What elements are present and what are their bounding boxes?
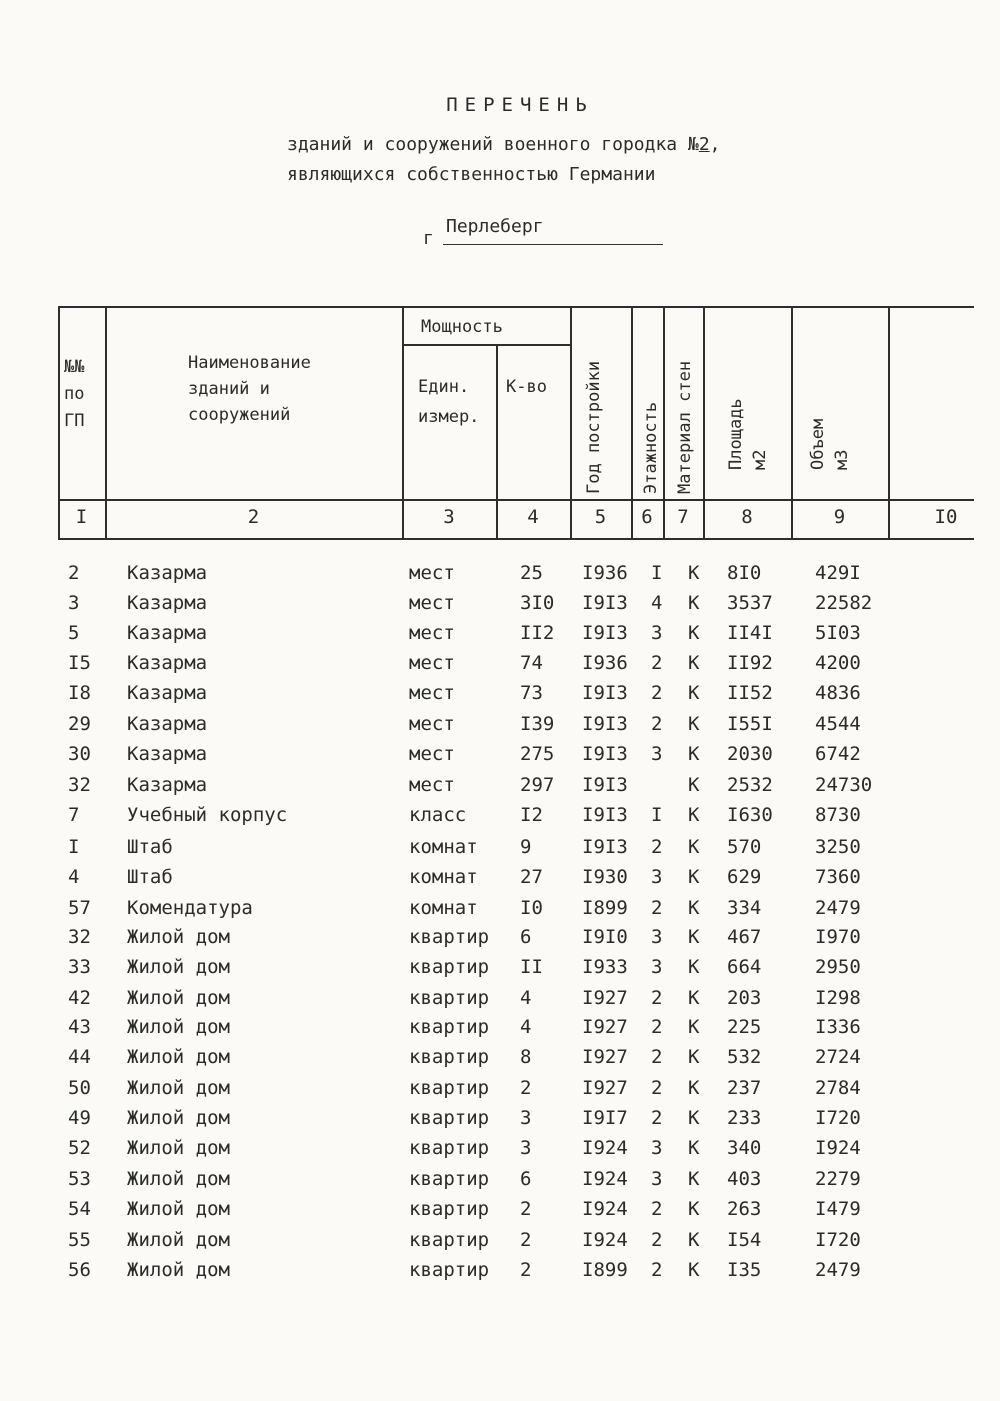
- cell-quantity: 25: [520, 562, 543, 584]
- cell-quantity: I39: [520, 713, 555, 735]
- table-top-border: [58, 306, 974, 308]
- cell-building-name: Учебный корпус: [127, 804, 288, 826]
- cell-building-name: Казарма: [127, 682, 208, 704]
- cell-floors: 2: [651, 897, 663, 919]
- column-number-bottom-border: [58, 538, 974, 540]
- table-row: [0, 836, 1000, 866]
- cell-building-name: Жилой дом: [127, 926, 230, 948]
- cell-quantity: 2: [520, 1229, 532, 1251]
- cell-gp-number: I: [68, 836, 80, 858]
- cell-year: I927: [582, 1016, 628, 1038]
- cell-unit: комнат: [409, 897, 478, 919]
- cell-gp-number: I8: [68, 682, 91, 704]
- cell-building-name: Казарма: [127, 743, 208, 765]
- cell-wall-material: К: [688, 562, 700, 584]
- cell-wall-material: К: [688, 866, 700, 888]
- cell-year: I899: [582, 1259, 628, 1281]
- column-header-name: Наименование зданий и сооружений: [188, 353, 311, 425]
- cell-volume: 6742: [815, 743, 861, 765]
- cell-wall-material: К: [688, 1016, 700, 1038]
- cell-area: II92: [727, 652, 773, 674]
- column-divider-8: [791, 306, 793, 540]
- table-row: [0, 1259, 1000, 1289]
- cell-building-name: Жилой дом: [127, 1107, 230, 1129]
- cell-volume: 429I: [815, 562, 861, 584]
- cell-volume: 2724: [815, 1046, 861, 1068]
- cell-year: I9I3: [582, 682, 628, 704]
- cell-area: II4I: [727, 622, 773, 644]
- column-number-3: 3: [443, 506, 455, 528]
- cell-floors: 2: [651, 1229, 663, 1251]
- cell-area: I54: [727, 1229, 762, 1251]
- cell-quantity: 4: [520, 1016, 532, 1038]
- cell-area: 629: [727, 866, 762, 888]
- subtitle-line-1-prefix: зданий и сооружений военного городка №: [287, 134, 699, 155]
- cell-year: I9I3: [582, 622, 628, 644]
- cell-quantity: 3I0: [520, 592, 555, 614]
- cell-wall-material: К: [688, 1229, 700, 1251]
- cell-quantity: 3: [520, 1137, 532, 1159]
- cell-unit: комнат: [409, 866, 478, 888]
- cell-volume: I720: [815, 1229, 861, 1251]
- subtitle-line-2: являющихся собственностью Германии: [287, 164, 656, 185]
- column-header-capacity: Мощность: [421, 317, 503, 337]
- cell-floors: 2: [651, 682, 663, 704]
- cell-year: I924: [582, 1137, 628, 1159]
- cell-volume: 8730: [815, 804, 861, 826]
- cell-gp-number: 32: [68, 926, 91, 948]
- cell-year: I9I3: [582, 836, 628, 858]
- cell-quantity: II: [520, 956, 543, 978]
- cell-quantity: 6: [520, 926, 532, 948]
- cell-area: II52: [727, 682, 773, 704]
- cell-year: I936: [582, 562, 628, 584]
- cell-unit: мест: [409, 592, 455, 614]
- cell-area: I35: [727, 1259, 762, 1281]
- cell-unit: мест: [409, 713, 455, 735]
- cell-area: 467: [727, 926, 762, 948]
- cell-building-name: Жилой дом: [127, 1046, 230, 1068]
- cell-unit: класс: [409, 804, 467, 826]
- cell-gp-number: 29: [68, 713, 91, 735]
- cell-wall-material: К: [688, 652, 700, 674]
- cell-unit: мест: [409, 562, 455, 584]
- cell-building-name: Казарма: [127, 562, 208, 584]
- cell-floors: 3: [651, 743, 663, 765]
- cell-volume: I479: [815, 1198, 861, 1220]
- column-divider-6: [663, 306, 665, 540]
- cell-year: I933: [582, 956, 628, 978]
- cell-wall-material: К: [688, 1137, 700, 1159]
- cell-building-name: Казарма: [127, 652, 208, 674]
- cell-floors: 2: [651, 1016, 663, 1038]
- cell-wall-material: К: [688, 1168, 700, 1190]
- table-row: [0, 713, 1000, 743]
- cell-building-name: Казарма: [127, 713, 208, 735]
- cell-area: 233: [727, 1107, 762, 1129]
- cell-unit: мест: [409, 682, 455, 704]
- table-row: [0, 774, 1000, 804]
- cell-gp-number: 33: [68, 956, 91, 978]
- cell-unit: квартир: [409, 1077, 490, 1099]
- cell-gp-number: 55: [68, 1229, 91, 1251]
- cell-unit: квартир: [409, 1259, 490, 1281]
- capacity-header-divider: [403, 344, 570, 346]
- cell-floors: 4: [651, 592, 663, 614]
- cell-area: 340: [727, 1137, 762, 1159]
- column-number-10: I0: [934, 506, 958, 528]
- cell-quantity: 2: [520, 1259, 532, 1281]
- cell-quantity: 4: [520, 987, 532, 1009]
- column-header-unit: Един. измер.: [418, 377, 480, 427]
- cell-floors: 2: [651, 1046, 663, 1068]
- column-header-volume: Объем м3: [808, 418, 852, 470]
- cell-quantity: 9: [520, 836, 532, 858]
- cell-gp-number: 57: [68, 897, 91, 919]
- cell-quantity: 27: [520, 866, 543, 888]
- cell-quantity: 74: [520, 652, 543, 674]
- column-number-9: 9: [833, 506, 846, 528]
- cell-building-name: Жилой дом: [127, 1077, 230, 1099]
- cell-area: 2532: [727, 774, 773, 796]
- cell-year: I936: [582, 652, 628, 674]
- subtitle-line-1-suffix: ,: [709, 134, 721, 155]
- cell-area: 532: [727, 1046, 762, 1068]
- column-number-2: 2: [247, 506, 260, 528]
- cell-wall-material: К: [688, 1198, 700, 1220]
- cell-wall-material: К: [688, 622, 700, 644]
- document-title: ПЕРЕЧЕНЬ: [446, 94, 594, 116]
- column-divider-9: [888, 306, 890, 540]
- cell-year: I927: [582, 1046, 628, 1068]
- cell-volume: 4200: [815, 652, 861, 674]
- cell-floors: 3: [651, 1137, 663, 1159]
- cell-quantity: 297: [520, 774, 555, 796]
- column-header-floors: Этажность: [641, 401, 661, 494]
- cell-year: I924: [582, 1229, 628, 1251]
- cell-volume: 7360: [815, 866, 861, 888]
- column-header-gp-number: №№ по ГП: [64, 357, 85, 431]
- cell-area: 225: [727, 1016, 762, 1038]
- table-row: [0, 1016, 1000, 1046]
- cell-wall-material: К: [688, 956, 700, 978]
- cell-year: I9I3: [582, 804, 628, 826]
- cell-area: I630: [727, 804, 773, 826]
- cell-building-name: Жилой дом: [127, 1259, 230, 1281]
- cell-floors: 3: [651, 1168, 663, 1190]
- cell-volume: I924: [815, 1137, 861, 1159]
- table-row: [0, 743, 1000, 773]
- cell-area: 8I0: [727, 562, 762, 584]
- cell-building-name: Жилой дом: [127, 1229, 230, 1251]
- cell-year: I9I3: [582, 743, 628, 765]
- table-row: [0, 926, 1000, 956]
- cell-building-name: Жилой дом: [127, 1137, 230, 1159]
- cell-floors: 2: [651, 1198, 663, 1220]
- cell-unit: квартир: [409, 987, 490, 1009]
- subtitle-line-1: [287, 134, 721, 155]
- cell-unit: квартир: [409, 926, 490, 948]
- column-divider-4: [570, 306, 572, 540]
- cell-year: I927: [582, 1077, 628, 1099]
- column-number-5: 5: [594, 506, 607, 528]
- column-divider-7: [703, 306, 705, 540]
- cell-volume: 2479: [815, 1259, 861, 1281]
- cell-gp-number: 30: [68, 743, 91, 765]
- cell-gp-number: 4: [68, 866, 80, 888]
- cell-gp-number: 50: [68, 1077, 91, 1099]
- cell-floors: 2: [651, 713, 663, 735]
- cell-wall-material: К: [688, 592, 700, 614]
- cell-volume: 2784: [815, 1077, 861, 1099]
- cell-gp-number: 5: [68, 622, 80, 644]
- column-divider-2: [402, 306, 404, 540]
- cell-floors: 3: [651, 926, 663, 948]
- cell-building-name: Комендатура: [127, 897, 253, 919]
- cell-quantity: 8: [520, 1046, 532, 1068]
- table-left-border: [58, 306, 60, 540]
- cell-area: 2030: [727, 743, 773, 765]
- cell-volume: 4544: [815, 713, 861, 735]
- column-divider-1: [105, 306, 107, 540]
- city-prefix: г: [423, 228, 434, 249]
- cell-building-name: Жилой дом: [127, 987, 230, 1009]
- cell-unit: квартир: [409, 1198, 490, 1220]
- table-row: [0, 652, 1000, 682]
- cell-gp-number: 49: [68, 1107, 91, 1129]
- cell-volume: 24730: [815, 774, 873, 796]
- cell-unit: квартир: [409, 1168, 490, 1190]
- cell-area: 263: [727, 1198, 762, 1220]
- cell-quantity: 2: [520, 1077, 532, 1099]
- cell-year: I9I3: [582, 592, 628, 614]
- cell-year: I930: [582, 866, 628, 888]
- table-row: [0, 592, 1000, 622]
- cell-gp-number: 3: [68, 592, 80, 614]
- cell-gp-number: 43: [68, 1016, 91, 1038]
- cell-building-name: Жилой дом: [127, 1168, 230, 1190]
- column-header-wall-material: Материал стен: [675, 360, 695, 494]
- cell-wall-material: К: [688, 987, 700, 1009]
- cell-area: 664: [727, 956, 762, 978]
- column-number-8: 8: [741, 506, 753, 528]
- column-number-6: 6: [641, 506, 653, 528]
- column-number-1: I: [75, 506, 88, 528]
- cell-unit: квартир: [409, 956, 490, 978]
- cell-unit: мест: [409, 622, 455, 644]
- cell-gp-number: 53: [68, 1168, 91, 1190]
- header-bottom-border: [58, 499, 974, 501]
- table-row: [0, 1107, 1000, 1137]
- cell-unit: квартир: [409, 1107, 490, 1129]
- cell-gp-number: 56: [68, 1259, 91, 1281]
- table-row: [0, 1046, 1000, 1076]
- cell-year: I9I3: [582, 774, 628, 796]
- cell-wall-material: К: [688, 1046, 700, 1068]
- table-row: [0, 956, 1000, 986]
- cell-floors: I: [651, 804, 663, 826]
- cell-area: 3537: [727, 592, 773, 614]
- cell-gp-number: 44: [68, 1046, 91, 1068]
- cell-volume: 4836: [815, 682, 861, 704]
- column-divider-5: [631, 306, 633, 540]
- cell-year: I899: [582, 897, 628, 919]
- cell-unit: комнат: [409, 836, 478, 858]
- cell-floors: 2: [651, 1259, 663, 1281]
- cell-floors: 2: [651, 1107, 663, 1129]
- cell-wall-material: К: [688, 1077, 700, 1099]
- cell-building-name: Казарма: [127, 622, 208, 644]
- table-row: [0, 562, 1000, 592]
- column-number-4: 4: [527, 506, 539, 528]
- cell-wall-material: К: [688, 743, 700, 765]
- cell-unit: мест: [409, 743, 455, 765]
- cell-building-name: Штаб: [127, 836, 173, 858]
- cell-unit: квартир: [409, 1137, 490, 1159]
- column-header-quantity: К-во: [506, 377, 547, 397]
- cell-building-name: Штаб: [127, 866, 173, 888]
- table-row: [0, 1229, 1000, 1259]
- cell-year: I9I0: [582, 926, 628, 948]
- cell-unit: мест: [409, 774, 455, 796]
- cell-volume: 5I03: [815, 622, 861, 644]
- cell-gp-number: 2: [68, 562, 80, 584]
- cell-volume: 2479: [815, 897, 861, 919]
- cell-gp-number: 54: [68, 1198, 91, 1220]
- cell-volume: 2950: [815, 956, 861, 978]
- cell-wall-material: К: [688, 713, 700, 735]
- cell-volume: I970: [815, 926, 861, 948]
- cell-gp-number: 32: [68, 774, 91, 796]
- cell-unit: квартир: [409, 1229, 490, 1251]
- table-row: [0, 804, 1000, 834]
- cell-year: I927: [582, 987, 628, 1009]
- column-header-area: Площадь м2: [726, 398, 770, 470]
- column-header-year: Год постройки: [584, 360, 604, 494]
- cell-area: 203: [727, 987, 762, 1009]
- table-row: [0, 1168, 1000, 1198]
- cell-volume: I720: [815, 1107, 861, 1129]
- table-row: [0, 1198, 1000, 1228]
- cell-year: I9I7: [582, 1107, 628, 1129]
- cell-quantity: 3: [520, 1107, 532, 1129]
- town-number: 2: [698, 134, 710, 155]
- cell-building-name: Жилой дом: [127, 1198, 230, 1220]
- cell-wall-material: К: [688, 1107, 700, 1129]
- table-row: [0, 1137, 1000, 1167]
- cell-volume: 2279: [815, 1168, 861, 1190]
- cell-building-name: Казарма: [127, 592, 208, 614]
- table-row: [0, 897, 1000, 927]
- cell-wall-material: К: [688, 926, 700, 948]
- cell-quantity: I0: [520, 897, 543, 919]
- cell-quantity: I2: [520, 804, 543, 826]
- cell-area: 334: [727, 897, 762, 919]
- cell-quantity: II2: [520, 622, 555, 644]
- cell-gp-number: 52: [68, 1137, 91, 1159]
- cell-wall-material: К: [688, 1259, 700, 1281]
- cell-wall-material: К: [688, 774, 700, 796]
- city-underline: [443, 244, 663, 245]
- cell-floors: 2: [651, 652, 663, 674]
- cell-year: I9I3: [582, 713, 628, 735]
- table-row: [0, 1077, 1000, 1107]
- cell-floors: 2: [651, 987, 663, 1009]
- cell-gp-number: 7: [68, 804, 80, 826]
- cell-wall-material: К: [688, 897, 700, 919]
- cell-quantity: 275: [520, 743, 555, 765]
- cell-volume: I336: [815, 1016, 861, 1038]
- cell-unit: квартир: [409, 1046, 490, 1068]
- cell-area: I55I: [727, 713, 773, 735]
- cell-volume: I298: [815, 987, 861, 1009]
- cell-floors: I: [651, 562, 663, 584]
- table-row: [0, 987, 1000, 1017]
- cell-area: 570: [727, 836, 762, 858]
- cell-building-name: Казарма: [127, 774, 208, 796]
- cell-unit: мест: [409, 652, 455, 674]
- cell-gp-number: I5: [68, 652, 91, 674]
- cell-wall-material: К: [688, 836, 700, 858]
- cell-building-name: Жилой дом: [127, 1016, 230, 1038]
- cell-floors: 2: [651, 836, 663, 858]
- cell-quantity: 6: [520, 1168, 532, 1190]
- cell-building-name: Жилой дом: [127, 956, 230, 978]
- cell-unit: квартир: [409, 1016, 490, 1038]
- cell-area: 403: [727, 1168, 762, 1190]
- cell-quantity: 2: [520, 1198, 532, 1220]
- cell-floors: 2: [651, 1077, 663, 1099]
- cell-floors: 3: [651, 866, 663, 888]
- column-number-7: 7: [677, 506, 689, 528]
- cell-floors: 3: [651, 622, 663, 644]
- table-row: [0, 622, 1000, 652]
- cell-year: I924: [582, 1168, 628, 1190]
- city-name: Перлеберг: [446, 216, 544, 237]
- cell-area: 237: [727, 1077, 762, 1099]
- cell-gp-number: 42: [68, 987, 91, 1009]
- cell-quantity: 73: [520, 682, 543, 704]
- table-row: [0, 866, 1000, 896]
- cell-wall-material: К: [688, 682, 700, 704]
- table-row: [0, 682, 1000, 712]
- cell-wall-material: К: [688, 804, 700, 826]
- cell-floors: 3: [651, 956, 663, 978]
- cell-volume: 3250: [815, 836, 861, 858]
- cell-year: I924: [582, 1198, 628, 1220]
- cell-volume: 22582: [815, 592, 873, 614]
